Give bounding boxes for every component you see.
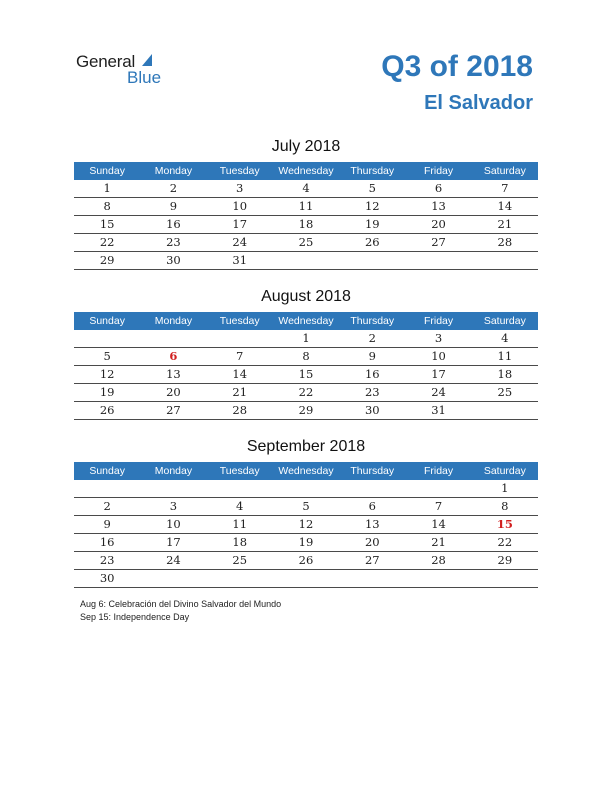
day-cell: 19 (298, 535, 314, 549)
day-cell: 8 (501, 499, 509, 513)
day-cell (74, 480, 140, 497)
day-cell: 26 (364, 235, 380, 249)
day-cell (140, 480, 206, 497)
day-cell (405, 480, 471, 497)
month-july (74, 137, 538, 270)
day-cell: 26 (99, 403, 115, 417)
weekday-label: Friday (423, 315, 454, 327)
day-cell: 11 (298, 199, 314, 213)
week-row (74, 384, 538, 402)
weekday-label: Tuesday (219, 315, 260, 327)
day-cell: 29 (298, 403, 314, 417)
day-cell: 21 (232, 385, 248, 399)
weekday-header (74, 162, 538, 180)
day-cell: 9 (103, 517, 111, 531)
day-cell: 31 (431, 403, 446, 417)
day-cell: 16 (166, 217, 181, 231)
day-cell (472, 252, 538, 269)
day-cell: 23 (99, 553, 115, 567)
day-cell: 14 (431, 517, 446, 531)
day-cell: 5 (302, 499, 310, 513)
weekday-label: Sunday (89, 315, 125, 327)
day-cell: 17 (232, 217, 248, 231)
week-row (74, 552, 538, 570)
weekday-label: Tuesday (219, 465, 260, 477)
week-row (74, 480, 538, 498)
day-cell: 9 (368, 349, 376, 363)
day-cell: 10 (431, 349, 446, 363)
month-august (74, 287, 538, 420)
day-cell: 11 (497, 349, 513, 363)
day-cell (207, 570, 273, 587)
weekday-label: Friday (423, 465, 454, 477)
weekday-label: Monday (154, 165, 193, 177)
day-cell: 27 (364, 553, 380, 567)
day-cell: 6 (434, 181, 443, 195)
day-cell: 18 (497, 367, 513, 381)
day-cell: 13 (364, 517, 380, 531)
day-cell: 25 (497, 385, 513, 399)
logo-text-general: General (76, 52, 136, 71)
day-cell: 28 (232, 403, 248, 417)
week-row (74, 534, 538, 552)
day-cell: 4 (501, 331, 509, 345)
day-cell: 1 (501, 481, 509, 495)
day-cell: 9 (169, 199, 178, 213)
day-cell (472, 402, 538, 419)
generalblue-logo (76, 52, 186, 92)
day-cell: 15 (99, 217, 115, 231)
week-row (74, 198, 538, 216)
day-cell: 27 (166, 403, 181, 417)
day-cell (339, 570, 405, 587)
week-row (74, 402, 538, 420)
day-cell: 3 (236, 181, 244, 195)
week-row (74, 516, 538, 534)
day-cell (273, 252, 339, 269)
day-cell (339, 252, 405, 269)
day-cell: 17 (166, 535, 181, 549)
week-row (74, 348, 538, 366)
day-cell: 10 (166, 517, 181, 531)
day-cell: 20 (431, 217, 446, 231)
month-title: September 2018 (246, 438, 366, 455)
day-cell: 8 (103, 199, 111, 213)
day-cell: 1 (302, 331, 310, 345)
weekday-label: Thursday (350, 315, 395, 327)
weekday-label: Wednesday (278, 165, 334, 177)
day-cell: 24 (232, 235, 248, 249)
weekday-label: Thursday (350, 465, 395, 477)
weekday-label: Saturday (483, 315, 526, 327)
day-cell (273, 480, 339, 497)
month-september (74, 437, 538, 588)
day-cell: 12 (364, 199, 380, 213)
day-cell: 7 (236, 349, 244, 363)
month-title: July 2018 (271, 138, 341, 155)
day-cell: 7 (434, 499, 443, 513)
day-cell: 4 (236, 499, 244, 513)
day-cell: 25 (298, 235, 314, 249)
weekday-label: Monday (154, 465, 193, 477)
day-cell: 5 (368, 181, 376, 195)
day-cell (74, 330, 140, 347)
day-cell (339, 480, 405, 497)
holiday-notes (80, 598, 281, 624)
day-cell: 22 (99, 235, 115, 249)
day-cell: 28 (431, 553, 446, 567)
day-cell: 6 (368, 499, 376, 513)
weekday-label: Monday (154, 315, 193, 327)
logo-triangle-icon (142, 54, 152, 66)
day-cell: 20 (166, 385, 181, 399)
holiday-note: Sep 15: Independence Day (80, 612, 190, 622)
day-cell: 23 (364, 385, 380, 399)
week-row (74, 216, 538, 234)
day-cell: 2 (368, 331, 376, 345)
day-cell (207, 480, 273, 497)
day-cell: 11 (232, 517, 248, 531)
day-cell: 1 (103, 181, 111, 195)
day-cell: 29 (99, 253, 115, 267)
day-cell: 3 (434, 331, 443, 345)
day-cell: 21 (431, 535, 446, 549)
week-row (74, 330, 538, 348)
weekday-label: Thursday (350, 165, 395, 177)
day-cell: 12 (99, 367, 115, 381)
weekday-header (74, 312, 538, 330)
day-cell: 24 (166, 553, 181, 567)
day-cell: 3 (169, 499, 178, 513)
day-cell: 10 (232, 199, 248, 213)
weekday-label: Saturday (483, 465, 526, 477)
day-cell: 8 (302, 349, 310, 363)
logo-text-blue: Blue (127, 68, 162, 87)
day-cell: 13 (166, 367, 181, 381)
day-cell (140, 330, 206, 347)
holiday-note: Aug 6: Celebración del Divino Salvador del Mundo (80, 599, 282, 609)
week-row (74, 180, 538, 198)
day-cell: 7 (501, 181, 509, 195)
day-cell: 15 (298, 367, 314, 381)
week-row (74, 252, 538, 270)
day-cell: 19 (364, 217, 380, 231)
day-cell: 28 (497, 235, 513, 249)
day-cell: 30 (99, 571, 115, 585)
week-row (74, 498, 538, 516)
day-cell: 31 (232, 253, 248, 267)
day-cell: 2 (169, 181, 178, 195)
day-cell: 23 (166, 235, 181, 249)
weekday-label: Sunday (89, 465, 125, 477)
day-cell (405, 570, 471, 587)
day-cell: 22 (298, 385, 314, 399)
day-cell: 13 (431, 199, 446, 213)
day-cell: 20 (364, 535, 380, 549)
day-cell: 5 (103, 349, 111, 363)
day-cell: 21 (497, 217, 513, 231)
day-cell (405, 252, 471, 269)
day-cell: 4 (302, 181, 310, 195)
weekday-label: Friday (423, 165, 454, 177)
country-subtitle: El Salvador (424, 92, 533, 114)
day-cell: 26 (298, 553, 314, 567)
weekday-label: Sunday (89, 165, 125, 177)
week-row (74, 366, 538, 384)
page-title: Q3 of 2018 (381, 50, 533, 83)
day-cell (472, 570, 538, 587)
day-cell: 30 (166, 253, 181, 267)
week-row (74, 234, 538, 252)
day-cell: 25 (232, 553, 248, 567)
month-title: August 2018 (261, 288, 351, 305)
day-cell: 16 (99, 535, 115, 549)
weekday-label: Tuesday (219, 165, 260, 177)
day-cell: 30 (364, 403, 380, 417)
weekday-header (74, 462, 538, 480)
day-cell: 22 (497, 535, 513, 549)
day-cell (140, 570, 206, 587)
holiday-day-cell: 6 (169, 349, 178, 363)
weekday-label: Wednesday (278, 315, 334, 327)
day-cell: 2 (103, 499, 111, 513)
day-cell: 17 (431, 367, 446, 381)
holiday-day-cell: 15 (496, 517, 513, 531)
day-cell: 18 (232, 535, 248, 549)
day-cell: 14 (497, 199, 513, 213)
day-cell: 18 (298, 217, 314, 231)
day-cell: 19 (99, 385, 115, 399)
day-cell (273, 570, 339, 587)
day-cell: 29 (497, 553, 513, 567)
day-cell (207, 330, 273, 347)
day-cell: 14 (232, 367, 248, 381)
weekday-label: Wednesday (278, 465, 334, 477)
day-cell: 16 (364, 367, 380, 381)
week-row (74, 570, 538, 588)
weekday-label: Saturday (483, 165, 526, 177)
day-cell: 27 (431, 235, 446, 249)
day-cell: 12 (298, 517, 314, 531)
day-cell: 24 (431, 385, 446, 399)
